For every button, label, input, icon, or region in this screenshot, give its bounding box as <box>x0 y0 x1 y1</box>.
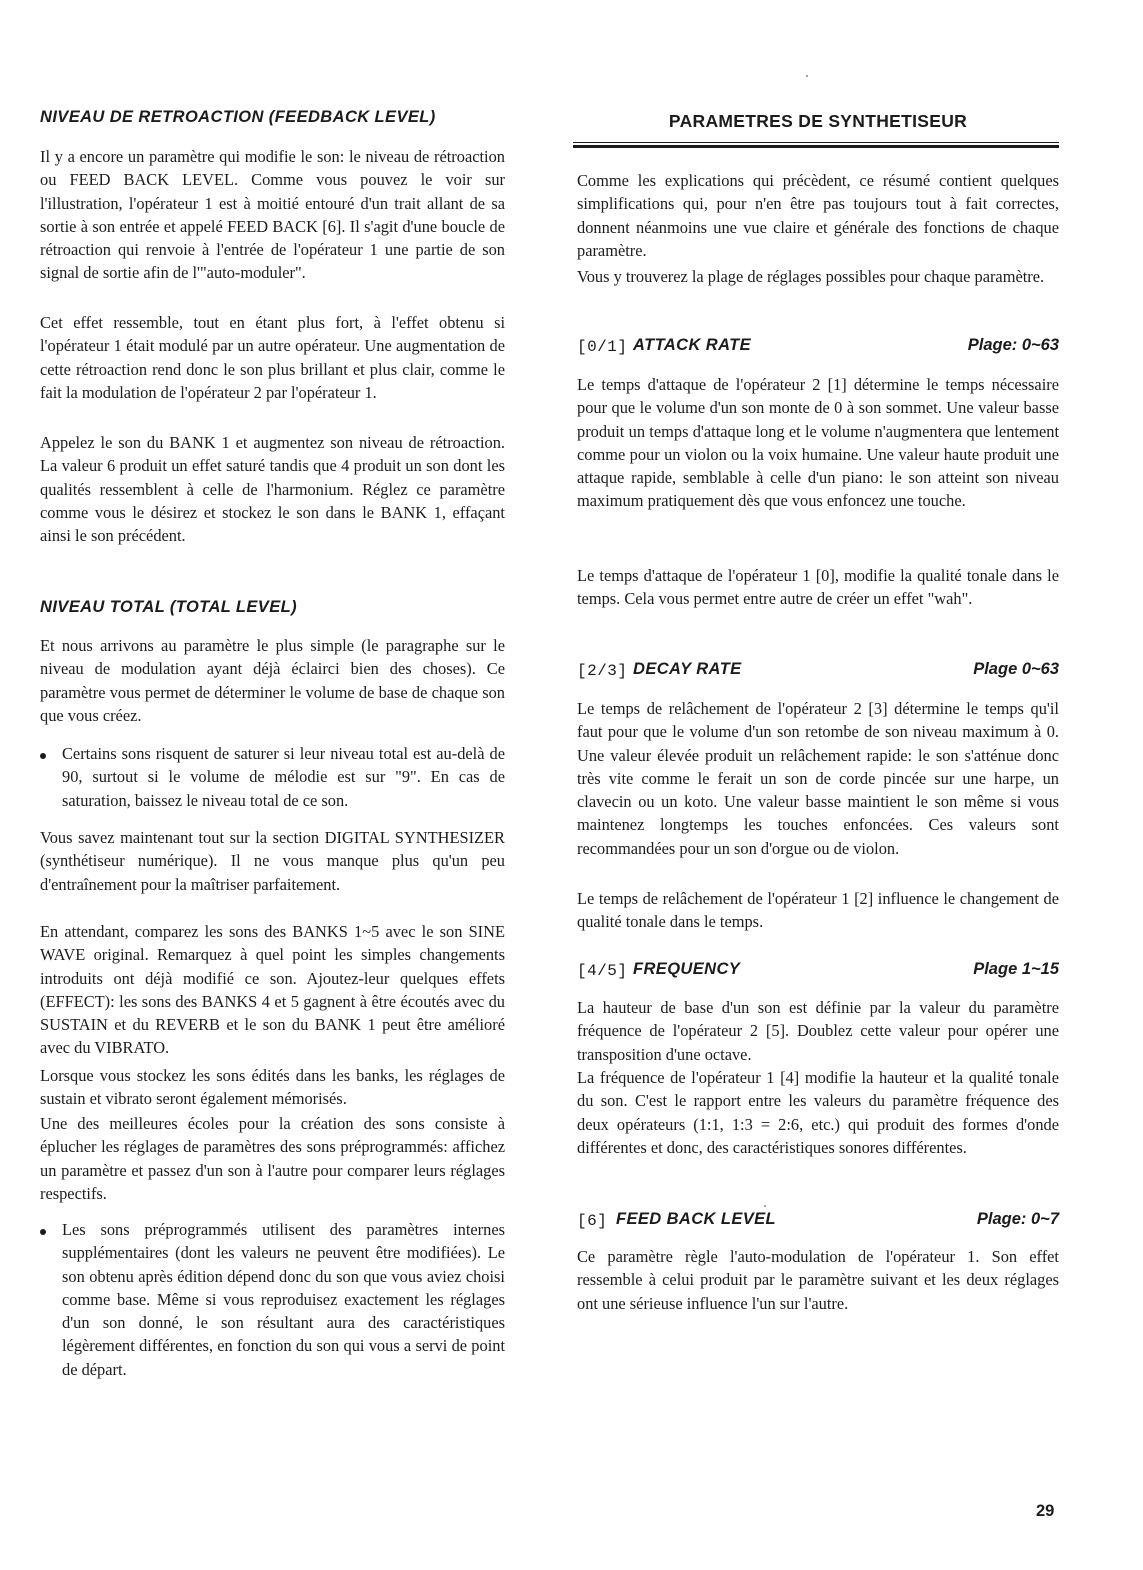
compare-banks-paragraph: En attendant, comparez les sons des BANKS 1~5 avec le son SINE WAVE original. Remarquez à quel point les simples changements introduits ont déjà modifié ce son. Ajoutez-leur quelques effets (EFFECT): les sons des BANKS 4 et 5 gagnent à être écoutés avec du SUSTAIN et du REVERB et le son du BANK 1 peut être amélioré avec du VIBRATO. <box>40 922 505 1058</box>
param-code: [0/1] <box>577 338 628 356</box>
feedback-level-paragraph: Ce paramètre règle l'auto-modulation de l'opérateur 1. Son effet ressemble à celui produit par le paramètre suivant et les deux réglages ont une sérieuse influence l'un sur l'autre. <box>577 1247 1059 1313</box>
scan-speck <box>764 1205 766 1207</box>
param-name: FEED BACK LEVEL <box>616 1210 777 1228</box>
total-intro-paragraph: Et nous arrivons au paramètre le plus simple (le paragraphe sur le niveau de modulation ayant déjà éclairci bien des choses). Ce paramètre vous permet de déterminer le volume de base de chaque son que vous créez. <box>40 636 505 725</box>
intro-paragraph-1: Comme les explications qui précèdent, ce résumé contient quelques simplifications qui, pour n'en être pas toujours tout à fait correctes, donnent néanmoins une vue claire et générale des fonctions de chaque paramètre. <box>577 171 1059 260</box>
best-school-paragraph: Une des meilleures écoles pour la création des sons consiste à éplucher les réglages de paramètres des sons préprogrammés: affichez un paramètre et passez d'un son à l'autre pour comparer leurs réglages respectifs. <box>40 1114 505 1203</box>
attack-rate-paragraph-2: Le temps d'attaque de l'opérateur 1 [0], modifie la qualité tonale dans le temps. Cela vous permet entre autre de créer un effet "wah". <box>577 566 1059 609</box>
decay-rate-paragraph-2: Le temps de relâchement de l'opérateur 1 [2] influence le changement de qualité tonale dans le temps. <box>577 889 1059 932</box>
attack-rate-paragraph-1: Le temps d'attaque de l'opérateur 2 [1] détermine le temps nécessaire pour que le volume d'un son monte de 0 à son sommet. Une valeur basse produit un temps d'attaque long et le volume n'augmentera que lentement comme pour un violon ou la voix humaine. Une valeur haute produit une attaque rapide, semblable à celle d'un piano: le son atteint son niveau maximum pratiquement dès que vous enfoncez une touche. <box>577 375 1059 511</box>
title-rule <box>573 145 1059 148</box>
synth-summary-paragraph: Vous savez maintenant tout sur la section DIGITAL SYNTHESIZER (synthétiseur numérique). Il ne vous manque plus qu'un peu d'entraînement pour la maîtriser parfaitement. <box>40 828 505 894</box>
title-rule <box>573 142 1059 143</box>
param-range: Plage: 0~63 <box>967 336 1059 354</box>
intro-paragraph-2: Vous y trouverez la plage de réglages possibles pour chaque paramètre. <box>577 267 1045 286</box>
frequency-header <box>577 960 1059 984</box>
frequency-paragraph-1: La hauteur de base d'un son est définie par la valeur du paramètre fréquence de l'opérateur 2 [5]. Doublez cette valeur pour opérer une transposition d'une octave. <box>577 998 1059 1064</box>
param-range: Plage 0~63 <box>973 660 1059 678</box>
param-range: Plage: 0~7 <box>976 1210 1059 1228</box>
feedback-paragraph-2: Cet effet ressemble, tout en étant plus fort, à l'effet obtenu si l'opérateur 1 était modulé par un autre opérateur. Une augmentation de cette rétroaction rend donc le son plus brillant et plus clair, comme le fait la modulation de l'opérateur 2 par l'opérateur 1. <box>40 313 505 402</box>
feedback-level-header <box>577 1210 1059 1234</box>
storing-sounds-paragraph: Lorsque vous stockez les sons édités dans les banks, les réglages de sustain et vibrato seront également mémorisés. <box>40 1066 505 1109</box>
scan-speck <box>806 75 808 77</box>
bullet-text: Les sons préprogrammés utilisent des paramètres internes supplémentaires (dont les valeurs ne peuvent être modifiées). Le son obtenu après édition dépend donc du son que vous aviez choisi comme base. Même si vous reproduisez exactement les réglages d'un son donné, le son résultant aura des caractéristiques légèrement différentes, en fonction du son qui vous a servi de point de départ. <box>62 1220 505 1379</box>
param-code: [6] <box>577 1212 608 1230</box>
decay-rate-paragraph-1: Le temps de relâchement de l'opérateur 2 [3] détermine le temps qu'il faut pour que le volume d'un son retombe de son niveau maximum à 0. Une valeur élevée produit un relâchement rapide: le son s'atténue donc très vite comme le ferait un son de corde pincée sur une harpe, un clavecin ou un koto. Une valeur basse maintient le son même si vous maintenez longtemps les touches enfoncées. Ces valeurs sont recommandées pour un son d'orgue ou de violon. <box>577 699 1059 858</box>
param-code: [2/3] <box>577 662 628 680</box>
param-name: DECAY RATE <box>633 660 742 678</box>
bullet-icon <box>40 753 46 759</box>
feedback-paragraph-3: Appelez le son du BANK 1 et augmentez son niveau de rétroaction. La valeur 6 produit un effet saturé tandis que 4 produit un son dont les qualités ressemblent à celle de l'harmonium. Réglez ce paramètre comme vous le désirez et stockez le son dans le BANK 1, effaçant ainsi le son précédent. <box>40 433 505 546</box>
param-code: [4/5] <box>577 962 628 980</box>
section-title: PARAMETRES DE SYNTHETISEUR <box>668 111 968 131</box>
param-name: FREQUENCY <box>633 960 741 978</box>
page-number: 29 <box>1036 1502 1055 1520</box>
frequency-paragraph-2: La fréquence de l'opérateur 1 [4] modifie la hauteur et la qualité tonale du son. C'est le rapport entre les valeurs du paramètre fréquence des deux opérateurs (1:1, 1:3 = 2:6, etc.) qui produit des formes d'onde différentes et donc, des caractéristiques sonores différentes. <box>577 1068 1059 1157</box>
preset-sounds-bullet <box>40 1218 505 1381</box>
total-level-heading: NIVEAU TOTAL (TOTAL LEVEL) <box>40 598 297 616</box>
bullet-text: Certains sons risquent de saturer si leur niveau total est au-delà de 90, surtout si le volume de mélodie est sur "9". En cas de saturation, baissez le niveau total de ce son. <box>62 744 505 810</box>
decay-rate-header <box>577 660 1059 684</box>
param-name: ATTACK RATE <box>633 336 752 354</box>
bullet-icon <box>40 1229 46 1235</box>
attack-rate-header <box>577 336 1059 360</box>
feedback-level-heading: NIVEAU DE RETROACTION (FEEDBACK LEVEL) <box>40 108 436 126</box>
saturation-bullet <box>40 742 505 812</box>
param-range: Plage 1~15 <box>973 960 1059 978</box>
feedback-paragraph-1: Il y a encore un paramètre qui modifie le son: le niveau de rétroaction ou FEED BACK LEVEL. Comme vous pouvez le voir sur l'illustration, l'opérateur 1 est à moitié entouré d'un trait allant de sa sortie à son entrée et appelé FEED BACK [6]. Il s'agit d'une boucle de rétroaction qui renvoie à l'entrée de l'opérateur 1 une partie de son signal de sortie afin de l'"auto-moduler". <box>40 147 505 283</box>
